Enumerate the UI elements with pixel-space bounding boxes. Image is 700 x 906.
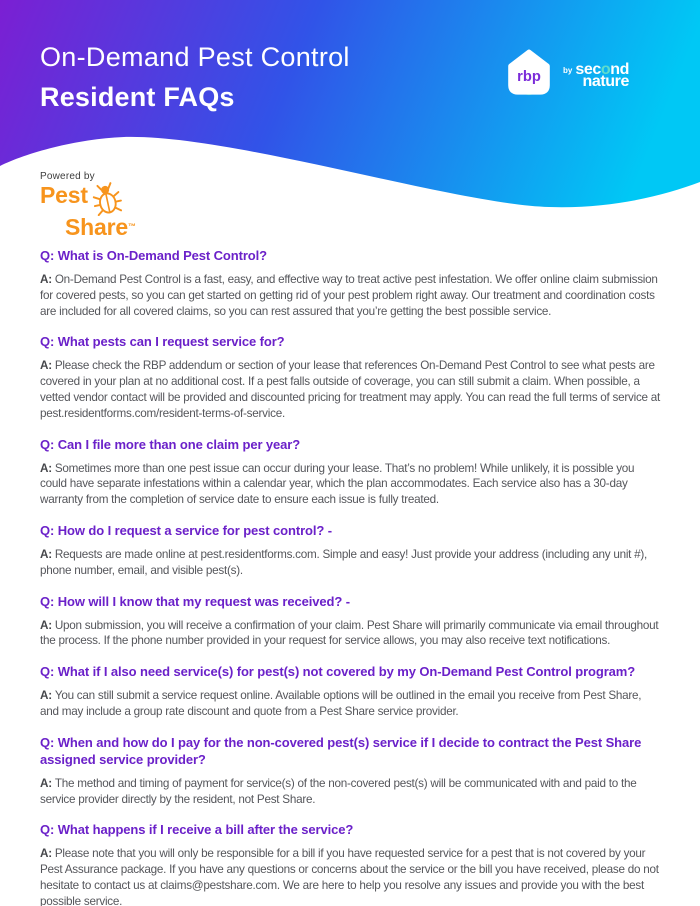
faq-item-1 [40,247,663,319]
pestshare-word-pest: Pest [40,182,88,208]
faq-answer: A: The method and timing of payment for service(s) of the non-covered pest(s) will be communicated with and paid to the service provider directly by the resident, not Pest Share. [40,776,637,806]
faq-item-8 [40,821,663,906]
faq-answer: A: Requests are made online at pest.residentforms.com. Simple and easy! Just provide your address (including any unit #), phone number, email, and visible pest(s). [40,547,648,577]
faq-item-2 [40,333,663,421]
faq-answer: A: Please note that you will only be responsible for a bill if you have requested service for a pest that is not covered by your Pest Assurance package. If you have any questions or concerns about the service or the bill you have received, please do not hesitate to contact us at claims@pestshare.com. We are here to help you resolve any issues and provide you with the best possible service. [40,847,659,906]
page-title-block [40,42,350,113]
faq-answer: A: Sometimes more than one pest issue can occur during your lease. That’s no problem! While unlikely, it is possible you could have separate infestations within a calendar year, which the plan accommodates. Each service also has a 30-day warranty from the completion of service date to ensure each issue is fully treated. [40,461,635,507]
faq-item-6 [40,663,663,720]
rbp-logo [503,46,629,100]
rbp-wordmark: rbp [517,68,541,85]
faq-question: Q: What if I also need service(s) for pest(s) not covered by my On-Demand Pest Control program? [40,664,636,680]
faq-question: Q: Can I file more than one claim per year? [40,436,301,452]
second-nature-line2: nature [582,73,629,90]
faq-question: Q: When and how do I pay for the non-covered pest(s) service if I decide to contract the Pest Share assigned service provider? [40,734,642,767]
faq-item-3 [40,436,663,508]
second-nature-wordmark [563,60,629,90]
faq-question: Q: What pests can I request service for? [40,334,285,350]
rbp-house-icon [503,46,555,100]
faq-answer: A: You can still submit a service request online. Available options will be outlined in the email you receive from Pest Share, and may include a group rate discount and quote from a Pest Share service provider. [40,689,642,718]
faq-answer: A: On-Demand Pest Control is a fast, easy, and effective way to treat active pest infestation. We offer online claim submission for covered pests, so you can get started on getting rid of your pest problem right away. Our treatment and coordination costs are included for all covered claims, so you can rest assured that you’re getting the best possible service. [40,273,658,318]
teal-o-accent: o [600,60,611,78]
faq-question: Q: How do I request a service for pest control? - [40,522,332,538]
faq-answer: A: Upon submission, you will receive a confirmation of your claim. Pest Share will primarily communicate via email throughout the process. If the phone number provided in your request for service allows, you may also receive text notifications. [40,618,659,648]
faq-question: Q: What happens if I receive a bill after the service? [40,822,354,838]
faq-answer: A: Please check the RBP addendum or section of your lease that references On-Demand Pest Control to see what pests are covered in your plan at no additional cost. If a pest falls outside of coverage, you can still submit a claim. When possible, a vetted vendor contact will be provided and discounted pricing for treatment may apply. You can read the full terms of service at pest.residentforms.com/resident-terms-of-service. [40,359,661,420]
faq-item-7 [40,734,663,808]
page-title: On-Demand Pest Control [40,42,350,72]
by-label: by [563,65,573,75]
trademark-symbol: ™ [127,222,136,231]
faq-question: Q: How will I know that my request was received? - [40,593,350,609]
faq-list [40,247,663,906]
second-nature-line1: second [575,60,629,78]
faq-item-5 [40,593,663,650]
pestshare-logo [40,171,136,240]
faq-question: Q: What is On-Demand Pest Control? [40,248,267,263]
pestshare-word-share: Share™ [65,214,136,240]
page-subtitle: Resident FAQs [40,82,235,112]
powered-by-label: Powered by [40,171,95,182]
bug-icon [92,182,122,216]
faq-item-4 [40,522,663,579]
